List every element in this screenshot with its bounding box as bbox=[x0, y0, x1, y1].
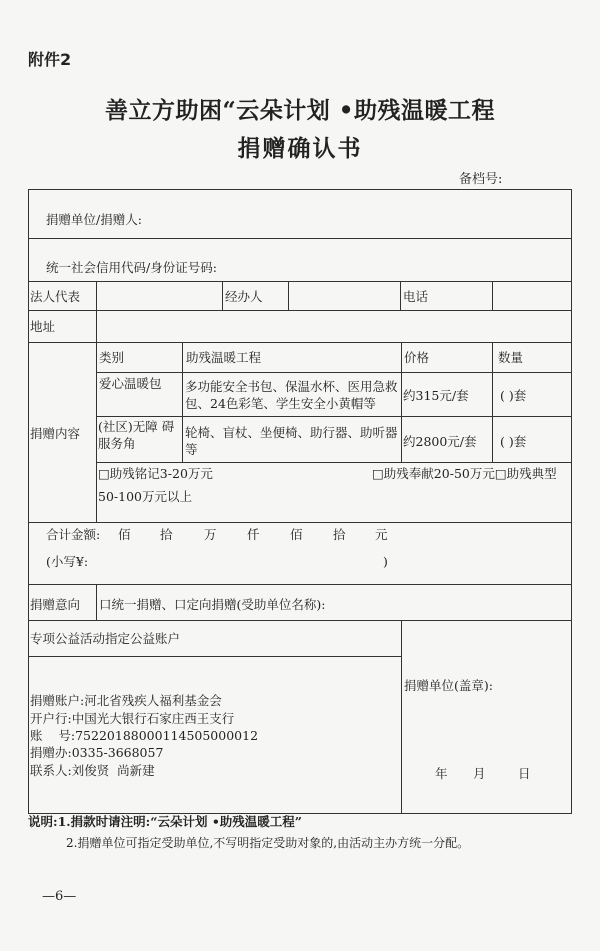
attachment-label: 附件2 bbox=[28, 50, 72, 69]
donation-option-checkbox[interactable]: □助残铭记3-20万元 bbox=[98, 466, 213, 481]
item-description: 多功能安全书包、保温水杯、医用急救包、24色彩笔、学生安全小黄帽等 bbox=[185, 379, 398, 411]
intention-options[interactable]: 口统一捐赠、口定向捐赠(受助单位名称): bbox=[99, 597, 326, 612]
amount-unit: 仟 bbox=[247, 527, 260, 542]
total-amount-label: 合计金额: bbox=[46, 527, 101, 542]
item-quantity: ( )套 bbox=[500, 388, 527, 403]
item-description: 轮椅、盲杖、坐便椅、助行器、助听器等 bbox=[185, 425, 398, 457]
donation-option-checkbox[interactable]: □助残奉献20-50万元□助残典型 bbox=[372, 466, 557, 481]
intention-label: 捐赠意向 bbox=[30, 597, 81, 612]
account-line: 捐赠办:0335-3668057 bbox=[30, 745, 164, 760]
item-price: 约2800元/套 bbox=[403, 434, 477, 449]
amount-unit: 拾 bbox=[333, 527, 346, 542]
donation-option-text: 50-100万元以上 bbox=[98, 489, 192, 504]
header-project: 助残温暖工程 bbox=[186, 350, 262, 365]
amount-unit: 拾 bbox=[160, 527, 173, 542]
header-quantity: 数量 bbox=[498, 350, 524, 365]
document-title: 善立方助困“云朵计划 •助残温暖工程 bbox=[105, 97, 495, 124]
note-line-1: 说明:1.捐款时请注明:“云朵计划 •助残温暖工程” bbox=[28, 814, 302, 829]
account-line: 账 号:75220188000114505000012 bbox=[30, 728, 259, 743]
account-title: 专项公益活动指定公益账户 bbox=[30, 631, 181, 646]
page-number: —6— bbox=[42, 889, 77, 904]
account-line: 联系人:刘俊贤 尚新建 bbox=[30, 763, 155, 778]
donation-content-label: 捐赠内容 bbox=[30, 426, 81, 441]
phone-label: 电话 bbox=[403, 289, 429, 304]
donor-label: 捐赠单位/捐赠人: bbox=[46, 212, 142, 227]
item-category: 爱心温暖包 bbox=[99, 376, 162, 391]
amount-unit: 佰 bbox=[118, 527, 131, 542]
item-quantity: ( )套 bbox=[500, 434, 527, 449]
header-price: 价格 bbox=[404, 350, 430, 365]
lowercase-amount-label: (小写¥: bbox=[46, 554, 89, 569]
seal-label: 捐赠单位(盖章): bbox=[404, 678, 493, 693]
archive-number-label: 备档号: bbox=[459, 172, 503, 187]
lowercase-amount-close: ) bbox=[383, 554, 388, 569]
date-year: 年 bbox=[435, 766, 448, 781]
credit-code-label: 统一社会信用代码/身份证号码: bbox=[46, 260, 217, 275]
handler-label: 经办人 bbox=[225, 289, 263, 304]
amount-unit: 元 bbox=[375, 527, 388, 542]
address-label: 地址 bbox=[30, 319, 56, 334]
amount-unit: 佰 bbox=[290, 527, 303, 542]
legal-rep-label: 法人代表 bbox=[30, 289, 81, 304]
item-price: 约315元/套 bbox=[403, 388, 469, 403]
item-category: (社区)无障 碍服务角 bbox=[98, 419, 175, 451]
document-subtitle: 捐赠确认书 bbox=[237, 135, 363, 162]
account-line: 捐赠账户:河北省残疾人福利基金会 bbox=[30, 693, 222, 708]
amount-unit: 万 bbox=[204, 527, 217, 542]
date-day: 日 bbox=[518, 766, 531, 781]
date-month: 月 bbox=[473, 766, 486, 781]
note-line-2: 2.捐赠单位可指定受助单位,不写明指定受助对象的,由活动主办方统一分配。 bbox=[66, 836, 470, 850]
header-category: 类别 bbox=[99, 350, 125, 365]
account-line: 开户行:中国光大银行石家庄西王支行 bbox=[30, 711, 235, 726]
